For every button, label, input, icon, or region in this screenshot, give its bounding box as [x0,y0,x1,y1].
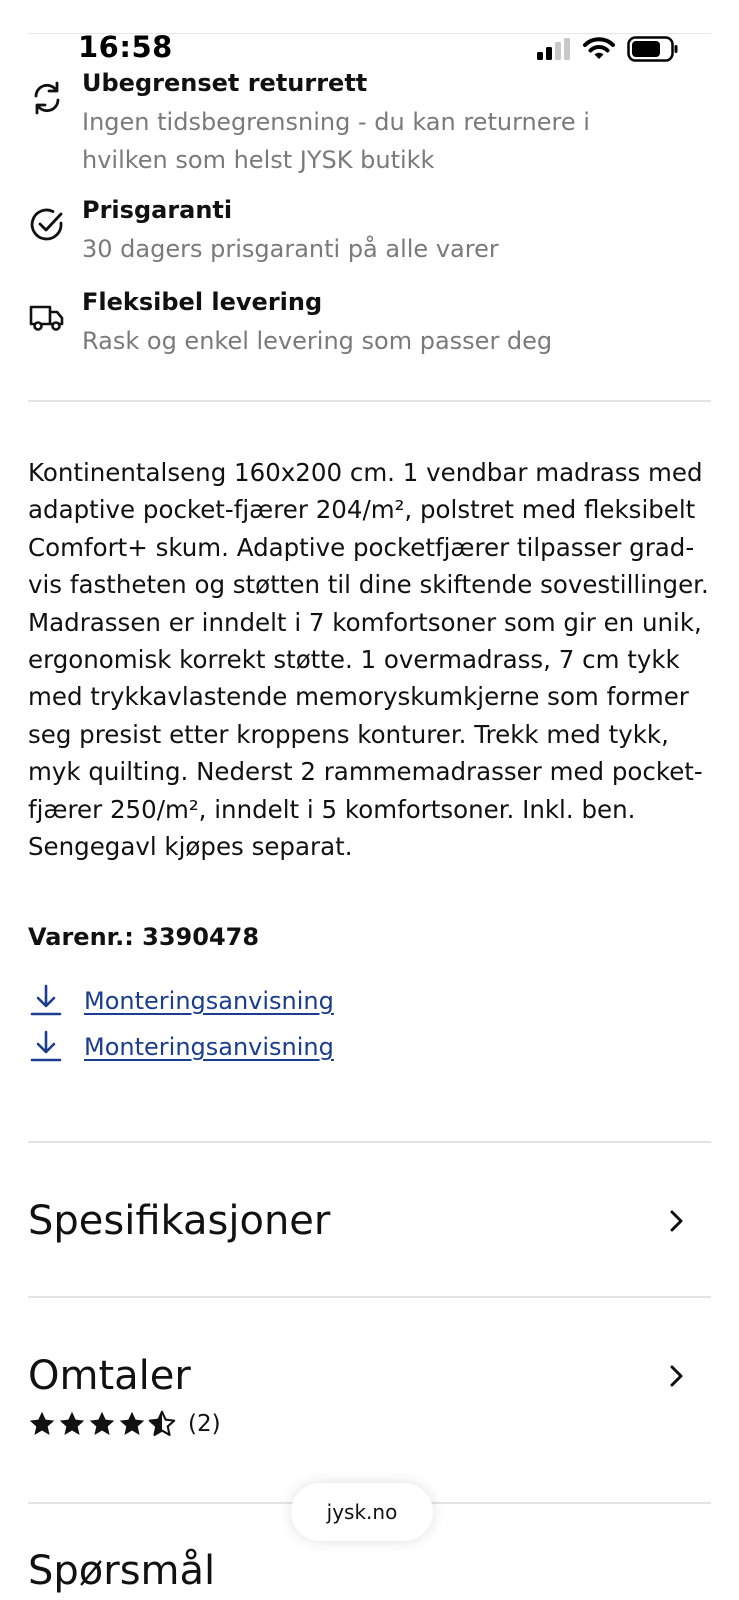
feature-description: 30 dagers prisgaranti på alle varer [82,235,499,263]
section-title: Omtaler [28,1353,191,1399]
section-title: Spesifikasjoner [28,1198,331,1244]
feature-description: Rask og enkel levering som passer deg [82,327,553,355]
feature-title: Fleksibel levering [82,288,323,316]
download-link-row[interactable] [28,1029,334,1065]
refresh-icon [28,79,66,117]
download-icon [28,1029,64,1065]
feature-price-guarantee [28,196,711,266]
star-icon [58,1410,86,1438]
assembly-instructions-link[interactable]: Monteringsanvisning [84,987,334,1015]
specifications-section[interactable] [28,1193,711,1249]
divider [28,400,711,402]
feature-description: Ingen tidsbegrensning - du kan returnere i hvilken som helst JYSK butikk [82,108,590,174]
wifi-icon [583,37,615,61]
star-icon [28,1410,56,1438]
divider [28,1141,711,1143]
assembly-instructions-link[interactable]: Monteringsanvisning [84,1033,334,1061]
star-icon [118,1410,146,1438]
truck-icon [28,298,66,336]
url-text: jysk.no [326,1500,398,1524]
divider [28,1296,711,1298]
download-icon [28,983,64,1019]
feature-return [28,69,711,174]
check-circle-icon [28,206,66,244]
chevron-right-icon [661,1361,691,1391]
star-icon [88,1410,116,1438]
feature-title: Ubegrenset returrett [82,69,368,97]
battery-icon [627,36,679,62]
product-description: Kontinentalseng 160x200 cm. 1 vendbar madrass med adaptive pocket-fjærer 204/m², polstret med fleksibelt Comfort+ skum. Adaptive pocketfjærer tilpasser gradvis fastheten og støtten til dine skiftende sovestillinger. Madrassen er inndelt i 7 komfortsoner som gir en unik, ergonomisk korrekt støtte. 1 overmadrass, 7 cm tykk med trykkavlastende memoryskumkjerne som former seg presist etter kroppens konturer. Trekk med tykk, myk quilting. Nederst 2 rammemadrasser med pocketfjærer 250/m², inndelt i 5 komfortsoner. Inkl. ben. Sengegavl kjøpes separat. [28,458,709,862]
rating [28,1410,221,1438]
next-section-title[interactable]: Spørsmål [28,1548,216,1594]
status-icons [537,36,679,62]
download-link-row[interactable] [28,983,334,1019]
item-number: Varenr.: 3390478 [28,923,260,951]
status-time: 16:58 [78,30,173,64]
chevron-right-icon [661,1206,691,1236]
feature-title: Prisgaranti [82,196,233,224]
reviews-section[interactable] [28,1348,711,1404]
review-count: (2) [188,1411,221,1437]
half-star-icon [148,1410,176,1438]
url-bar[interactable] [291,1483,433,1541]
signal-icon [537,38,571,60]
status-bar [0,28,739,68]
feature-delivery [28,288,711,358]
